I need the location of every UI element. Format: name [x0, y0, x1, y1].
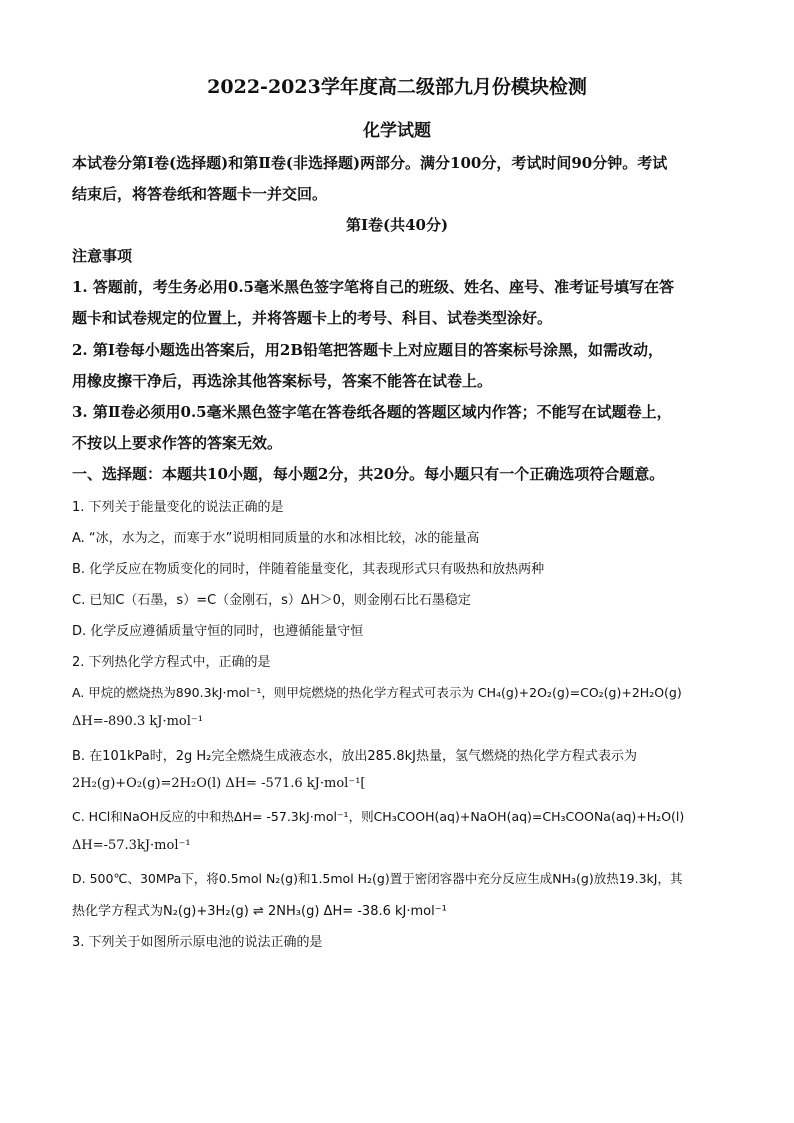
notes-line-4: 用橡皮擦干净后，再选涂其他答案标号，答案不能答在试卷上。	[72, 372, 493, 390]
q2-option-d-line-2: 热化学方程式为N₂(g)+3H₂(g) ⇌ 2NH₃(g) ΔH= -38.6 kJ·mol⁻¹	[72, 904, 447, 919]
section-title: 第Ⅰ卷(共40分)	[345, 216, 449, 234]
q2-option-c-line-2: ΔH=-57.3kJ·mol⁻¹	[72, 838, 191, 853]
q1-option-c: C. 已知C（石墨，s）=C（金刚石，s）ΔH＞0，则金刚石比石墨稳定	[72, 593, 471, 608]
q2-option-a-line-2: ΔH=-890.3 kJ·mol⁻¹	[72, 714, 203, 729]
q2-stem: 2. 下列热化学方程式中，正确的是	[72, 655, 271, 670]
q2-option-b-line-1: B. 在101kPa时，2g H₂完全燃烧生成液态水，放出285.8kJ热量，氢气燃烧的热化学方程式表示为	[72, 749, 637, 764]
notes-line-5: 3. 第Ⅱ卷必须用0.5毫米黑色签字笔在答卷纸各题的答题区域内作答；不能写在试题卷上，	[72, 403, 672, 421]
q2-option-d-line-1: D. 500℃、30MPa下，将0.5mol N₂(g)和1.5mol H₂(g)置于密闭容器中充分反应生成NH₃(g)放热19.3kJ，其	[72, 871, 683, 886]
intro-line-2: 结束后，将答卷纸和答题卡一并交回。	[72, 185, 328, 203]
q1-option-a: A. “冰，水为之，而寒于水”说明相同质量的水和冰相比较，冰的能量高	[72, 531, 480, 546]
q1-stem: 1. 下列关于能量变化的说法正确的是	[72, 500, 284, 515]
exam-subtitle: 化学试题	[363, 121, 431, 141]
notes-heading: 注意事项	[72, 247, 133, 265]
notes-line-3: 2. 第Ⅰ卷每小题选出答案后，用2B铅笔把答题卡上对应题目的答案标号涂黑，如需改动，	[72, 341, 664, 359]
intro-line-1: 本试卷分第Ⅰ卷(选择题)和第Ⅱ卷(非选择题)两部分。满分100分，考试时间90分钟。考试	[72, 154, 668, 172]
q3-stem: 3. 下列关于如图所示原电池的说法正确的是	[72, 935, 323, 950]
part-one-heading: 一、选择题：本题共10小题，每小题2分，共20分。每小题只有一个正确选项符合题意。	[72, 465, 665, 483]
q2-option-c-line-1: C. HCl和NaOH反应的中和热ΔH= -57.3kJ·mol⁻¹，则CH₃COOH(aq)+NaOH(aq)=CH₃COONa(aq)+H₂O(l)	[72, 809, 685, 824]
q1-option-d: D. 化学反应遵循质量守恒的同时，也遵循能量守恒	[72, 624, 364, 639]
notes-line-2: 题卡和试卷规定的位置上，并将答题卡上的考号、科目、试卷类型涂好。	[72, 309, 553, 327]
notes-line-1: 1. 答题前，考生务必用0.5毫米黑色签字笔将自己的班级、姓名、座号、准考证号填写在答	[72, 278, 674, 296]
q2-option-a-line-1: A. 甲烷的燃烧热为890.3kJ·mol⁻¹，则甲烷燃烧的热化学方程式可表示为 CH₄(g)+2O₂(g)=CO₂(g)+2H₂O(g)	[72, 685, 682, 700]
q1-option-b: B. 化学反应在物质变化的同时，伴随着能量变化，其表现形式只有吸热和放热两种	[72, 562, 545, 577]
exam-title: 2022-2023学年度高二级部九月份模块检测	[207, 76, 587, 98]
q2-option-b-line-2: 2H₂(g)+O₂(g)=2H₂O(l) ΔH= -571.6 kJ·mol⁻¹[	[72, 776, 366, 791]
notes-line-6: 不按以上要求作答的答案无效。	[72, 434, 283, 452]
